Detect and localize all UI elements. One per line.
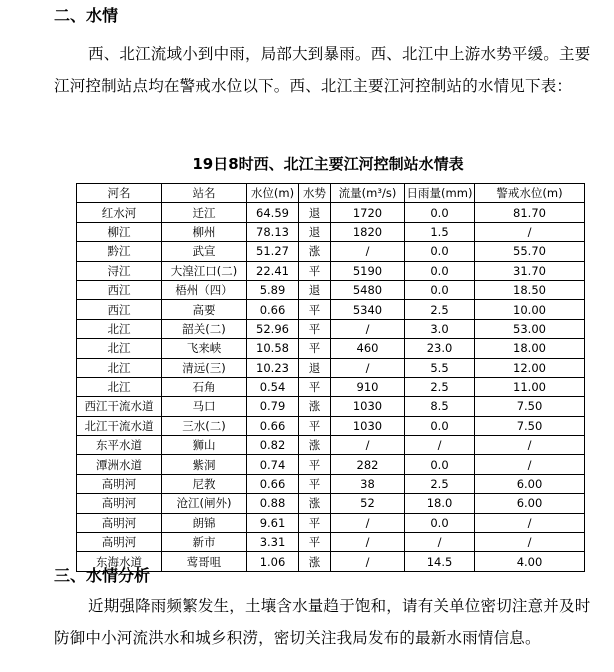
cell-water-level: 0.66: [247, 416, 299, 435]
cell-station: 沧江(闸外): [162, 494, 247, 513]
cell-river: 西江: [77, 300, 162, 319]
cell-flow: /: [331, 436, 405, 455]
cell-daily-rainfall: 2.5: [405, 300, 475, 319]
cell-daily-rainfall: 2.5: [405, 377, 475, 396]
cell-station: 尼教: [162, 474, 247, 493]
cell-station: 梧州（四）: [162, 280, 247, 299]
table-row: [77, 261, 585, 280]
cell-warning-level: 6.00: [475, 474, 585, 493]
cell-trend: 退: [299, 203, 331, 222]
header-warning-level: 警戒水位(m): [475, 184, 585, 203]
cell-trend: 平: [299, 416, 331, 435]
cell-station: 大湟江口(二): [162, 261, 247, 280]
cell-water-level: 0.88: [247, 494, 299, 513]
cell-station: 武宣: [162, 242, 247, 261]
cell-daily-rainfall: 0.0: [405, 280, 475, 299]
cell-warning-level: 53.00: [475, 319, 585, 338]
cell-water-level: 52.96: [247, 319, 299, 338]
cell-station: 迁江: [162, 203, 247, 222]
cell-daily-rainfall: /: [405, 533, 475, 552]
cell-trend: 平: [299, 319, 331, 338]
cell-river: 北江: [77, 339, 162, 358]
water-condition-table: [76, 183, 585, 572]
cell-flow: /: [331, 533, 405, 552]
cell-flow: 460: [331, 339, 405, 358]
cell-station: 紫洞: [162, 455, 247, 474]
cell-warning-level: 18.50: [475, 280, 585, 299]
cell-station: 新市: [162, 533, 247, 552]
table-row: [77, 455, 585, 474]
cell-flow: /: [331, 513, 405, 532]
header-trend: 水势: [299, 184, 331, 203]
table-row: [77, 513, 585, 532]
table-body: [77, 203, 585, 571]
cell-water-level: 5.89: [247, 280, 299, 299]
cell-daily-rainfall: 5.5: [405, 358, 475, 377]
cell-river: 高明河: [77, 474, 162, 493]
cell-trend: 平: [299, 339, 331, 358]
cell-river: 黔江: [77, 242, 162, 261]
cell-water-level: 10.23: [247, 358, 299, 377]
water-analysis-paragraph: 近期强降雨频繁发生，土壤含水量趋于饱和，请有关单位密切注意并及时防御中小河流洪水和城乡积涝，密切关注我局发布的最新水雨情信息。: [54, 597, 591, 647]
cell-daily-rainfall: 14.5: [405, 552, 475, 571]
cell-trend: 平: [299, 377, 331, 396]
table-row: [77, 436, 585, 455]
cell-station: 朗锦: [162, 513, 247, 532]
table-row: [77, 397, 585, 416]
cell-warning-level: 12.00: [475, 358, 585, 377]
cell-daily-rainfall: 1.5: [405, 222, 475, 241]
cell-warning-level: 11.00: [475, 377, 585, 396]
table-title: 19日8时西、北江主要江河控制站水情表: [192, 155, 464, 173]
cell-trend: 平: [299, 300, 331, 319]
cell-trend: 退: [299, 222, 331, 241]
cell-water-level: 64.59: [247, 203, 299, 222]
cell-water-level: 0.82: [247, 436, 299, 455]
cell-flow: 1030: [331, 397, 405, 416]
table-row: [77, 358, 585, 377]
cell-daily-rainfall: 0.0: [405, 261, 475, 280]
cell-warning-level: 4.00: [475, 552, 585, 571]
table-header-row: [77, 184, 585, 203]
cell-flow: 282: [331, 455, 405, 474]
cell-trend: 平: [299, 261, 331, 280]
cell-water-level: 78.13: [247, 222, 299, 241]
cell-river: 北江: [77, 358, 162, 377]
cell-trend: 平: [299, 455, 331, 474]
cell-warning-level: 31.70: [475, 261, 585, 280]
cell-flow: /: [331, 242, 405, 261]
water-condition-paragraph: 西、北江流域小到中雨，局部大到暴雨。西、北江中上游水势平缓。主要江河控制站点均在警戒水位以下。西、北江主要江河控制站的水情见下表：: [54, 45, 591, 95]
cell-station: 清远(三): [162, 358, 247, 377]
cell-flow: 910: [331, 377, 405, 396]
cell-station: 狮山: [162, 436, 247, 455]
cell-daily-rainfall: /: [405, 436, 475, 455]
cell-water-level: 0.66: [247, 300, 299, 319]
cell-flow: 52: [331, 494, 405, 513]
cell-trend: 平: [299, 513, 331, 532]
table-row: [77, 533, 585, 552]
cell-daily-rainfall: 0.0: [405, 242, 475, 261]
cell-water-level: 22.41: [247, 261, 299, 280]
cell-flow: 5480: [331, 280, 405, 299]
table-row: [77, 339, 585, 358]
cell-river: 西江干流水道: [77, 397, 162, 416]
cell-trend: 涨: [299, 552, 331, 571]
cell-station: 高要: [162, 300, 247, 319]
cell-trend: 涨: [299, 397, 331, 416]
cell-trend: 涨: [299, 242, 331, 261]
cell-warning-level: 7.50: [475, 416, 585, 435]
cell-station: 三水(二): [162, 416, 247, 435]
cell-station: 韶关(二): [162, 319, 247, 338]
cell-flow: 38: [331, 474, 405, 493]
cell-daily-rainfall: 0.0: [405, 203, 475, 222]
cell-daily-rainfall: 2.5: [405, 474, 475, 493]
cell-river: 东平水道: [77, 436, 162, 455]
cell-river: 北江: [77, 377, 162, 396]
header-river: 河名: [77, 184, 162, 203]
cell-trend: 退: [299, 358, 331, 377]
cell-trend: 涨: [299, 436, 331, 455]
section-heading-water-analysis: 三、水情分析: [54, 566, 151, 585]
cell-trend: 退: [299, 280, 331, 299]
table-row: [77, 242, 585, 261]
cell-warning-level: /: [475, 222, 585, 241]
cell-warning-level: /: [475, 533, 585, 552]
cell-flow: /: [331, 358, 405, 377]
table-row: [77, 494, 585, 513]
header-water-level: 水位(m): [247, 184, 299, 203]
cell-station: 石角: [162, 377, 247, 396]
cell-warning-level: 10.00: [475, 300, 585, 319]
cell-trend: 涨: [299, 494, 331, 513]
cell-flow: 1030: [331, 416, 405, 435]
cell-station: 柳州: [162, 222, 247, 241]
cell-daily-rainfall: 0.0: [405, 416, 475, 435]
cell-river: 浔江: [77, 261, 162, 280]
cell-trend: 平: [299, 474, 331, 493]
cell-water-level: 0.66: [247, 474, 299, 493]
cell-flow: /: [331, 552, 405, 571]
header-daily-rainfall: 日雨量(mm): [405, 184, 475, 203]
cell-water-level: 51.27: [247, 242, 299, 261]
table-row: [77, 280, 585, 299]
cell-daily-rainfall: 0.0: [405, 513, 475, 532]
header-flow: 流量(m³/s): [331, 184, 405, 203]
table-row: [77, 222, 585, 241]
cell-trend: 平: [299, 533, 331, 552]
cell-water-level: 0.79: [247, 397, 299, 416]
cell-flow: 5190: [331, 261, 405, 280]
table-row: [77, 474, 585, 493]
cell-river: 潭洲水道: [77, 455, 162, 474]
cell-river: 柳江: [77, 222, 162, 241]
cell-river: 北江: [77, 319, 162, 338]
cell-water-level: 9.61: [247, 513, 299, 532]
cell-warning-level: 81.70: [475, 203, 585, 222]
cell-river: 西江: [77, 280, 162, 299]
table-row: [77, 300, 585, 319]
cell-warning-level: /: [475, 455, 585, 474]
header-station: 站名: [162, 184, 247, 203]
cell-station: 飞来峡: [162, 339, 247, 358]
table-row: [77, 319, 585, 338]
cell-warning-level: 55.70: [475, 242, 585, 261]
cell-daily-rainfall: 8.5: [405, 397, 475, 416]
cell-station: 马口: [162, 397, 247, 416]
cell-river: 高明河: [77, 513, 162, 532]
table-row: [77, 552, 585, 571]
cell-flow: /: [331, 319, 405, 338]
cell-water-level: 3.31: [247, 533, 299, 552]
table-row: [77, 203, 585, 222]
cell-daily-rainfall: 0.0: [405, 455, 475, 474]
cell-river: 高明河: [77, 533, 162, 552]
section-heading-water-condition: 二、水情: [54, 6, 119, 25]
cell-flow: 1720: [331, 203, 405, 222]
cell-river: 高明河: [77, 494, 162, 513]
cell-daily-rainfall: 3.0: [405, 319, 475, 338]
cell-river: 北江干流水道: [77, 416, 162, 435]
cell-water-level: 0.54: [247, 377, 299, 396]
cell-station: 莺哥咀: [162, 552, 247, 571]
table-row: [77, 416, 585, 435]
cell-water-level: 1.06: [247, 552, 299, 571]
cell-warning-level: 7.50: [475, 397, 585, 416]
cell-river: 红水河: [77, 203, 162, 222]
cell-water-level: 10.58: [247, 339, 299, 358]
cell-river: 东海水道: [77, 552, 162, 571]
cell-warning-level: /: [475, 436, 585, 455]
cell-warning-level: 6.00: [475, 494, 585, 513]
cell-daily-rainfall: 23.0: [405, 339, 475, 358]
cell-water-level: 0.74: [247, 455, 299, 474]
cell-flow: 1820: [331, 222, 405, 241]
cell-daily-rainfall: 18.0: [405, 494, 475, 513]
table-row: [77, 377, 585, 396]
cell-warning-level: /: [475, 513, 585, 532]
cell-warning-level: 18.00: [475, 339, 585, 358]
cell-flow: 5340: [331, 300, 405, 319]
